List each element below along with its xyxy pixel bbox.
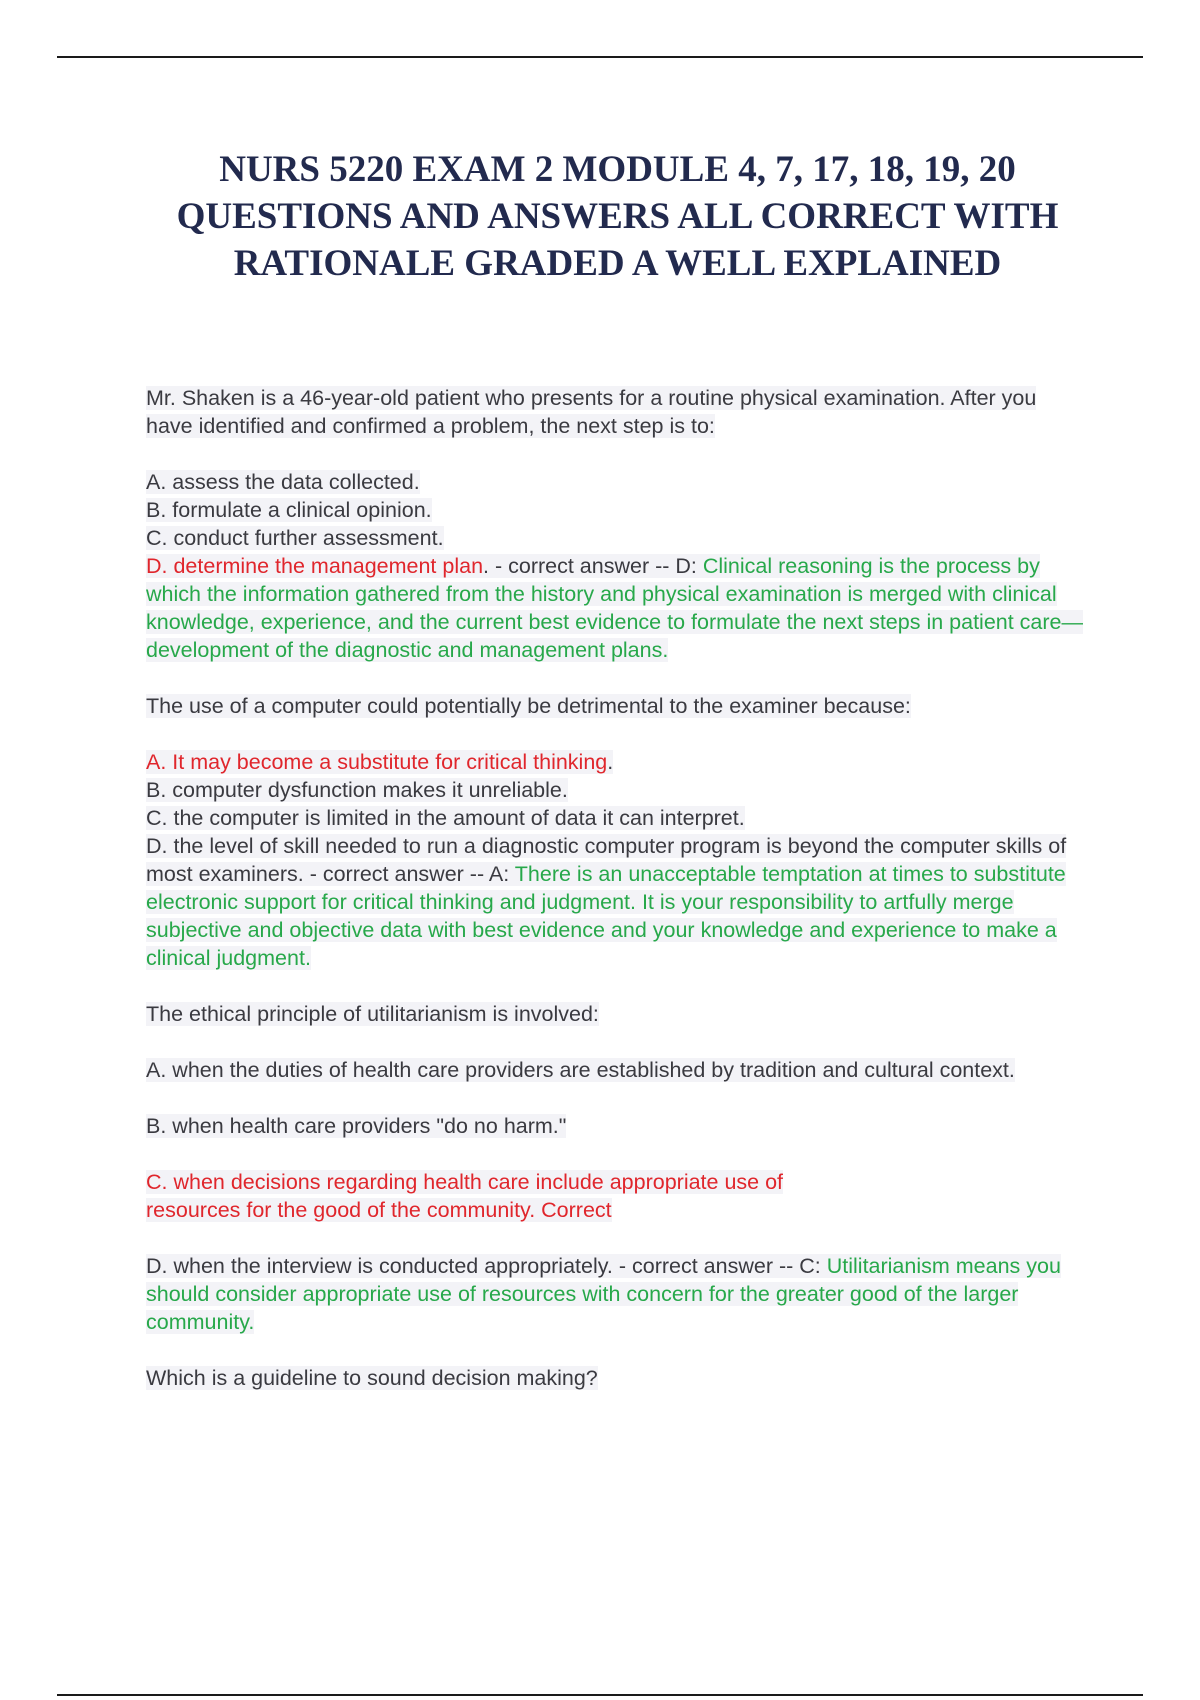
- question-3-choice-b: [146, 1112, 1086, 1140]
- correct-choice-line-1: C. when decisions regarding health care include appropriate use of: [146, 1170, 784, 1194]
- question-3-choice-a: [146, 1056, 1086, 1084]
- choice-c: C. conduct further assessment.: [146, 526, 444, 550]
- rationale: There is an unacceptable temptation at times to substitute electronic support for critical thinking and judgment. It is your responsibility to artfully merge subjective and objective data with best evidence and your knowledge and experience to make a clinical judgment.: [146, 862, 1066, 970]
- question-4-stem: [146, 1364, 1086, 1392]
- question-1-stem: [146, 384, 1086, 440]
- choice-a: A. when the duties of health care providers are established by tradition and cultural context.: [146, 1058, 1015, 1082]
- choice-d-answer: [146, 552, 1086, 664]
- choice-b: B. formulate a clinical opinion.: [146, 498, 432, 522]
- rationale: Utilitarianism means you should consider appropriate use of resources with concern for the greater good of the larger community.: [146, 1254, 1061, 1334]
- question-2-choices: [146, 748, 1086, 972]
- choice-b: B. computer dysfunction makes it unreliable.: [146, 778, 568, 802]
- choice-a-correct: A. It may become a substitute for critical thinking.: [146, 750, 614, 774]
- choice-a: A. assess the data collected.: [146, 470, 420, 494]
- question-stem-text: Which is a guideline to sound decision making?: [146, 1366, 598, 1390]
- correct-choice: D. determine the management plan: [146, 554, 484, 578]
- document-body: [146, 384, 1086, 1420]
- question-3-choice-d: [146, 1252, 1086, 1336]
- footer-rule: [57, 1694, 1143, 1696]
- document-title: NURS 5220 EXAM 2 MODULE 4, 7, 17, 18, 19, 20 QUESTIONS AND ANSWERS ALL CORRECT WITH RATIONALE GRADED A WELL EXPLAINED: [176, 149, 1059, 284]
- answer-marker: - correct answer -- C:: [612, 1254, 827, 1278]
- correct-choice-line-2: resources for the good of the community. Correct: [146, 1198, 612, 1222]
- question-1-choices: [146, 468, 1086, 664]
- question-stem-text: Mr. Shaken is a 46-year-old patient who presents for a routine physical examination. After you have identified and confirmed a problem, the next step is to:: [146, 386, 1037, 438]
- choice-d: D. when the interview is conducted appropriately.: [146, 1254, 613, 1278]
- correct-choice: A. It may become a substitute for critical thinking: [146, 750, 608, 774]
- question-stem-text: The use of a computer could potentially be detrimental to the examiner because:: [146, 694, 911, 718]
- choice-d-answer: D. the level of skill needed to run a diagnostic computer program is beyond the computer skills of most examiners. - correct answer -- A: There is an unacceptable temptation at times to substitute electronic support for critical thinking and judgment. It is your responsibility to artfully merge subjective and objective data with best evidence and your knowledge and experience to make a clinical judgment.: [146, 834, 1067, 970]
- question-stem-text: The ethical principle of utilitarianism is involved:: [146, 1002, 599, 1026]
- question-3-stem: [146, 1000, 1086, 1028]
- answer-marker: - correct answer -- A:: [303, 862, 515, 886]
- choice-b: B. when health care providers "do no harm.": [146, 1114, 567, 1138]
- question-3-choice-c: [146, 1168, 1086, 1224]
- rationale: Clinical reasoning is the process by which the information gathered from the history and physical examination is merged with clinical knowledge, experience, and the current best evidence to formulate the next steps in patient care—development of the diagnostic and management plans.: [146, 554, 1084, 662]
- question-2-stem: [146, 692, 1086, 720]
- answer-marker: . - correct answer -- D:: [483, 554, 703, 578]
- choice-c: C. the computer is limited in the amount of data it can interpret.: [146, 806, 745, 830]
- header-rule: [57, 56, 1143, 58]
